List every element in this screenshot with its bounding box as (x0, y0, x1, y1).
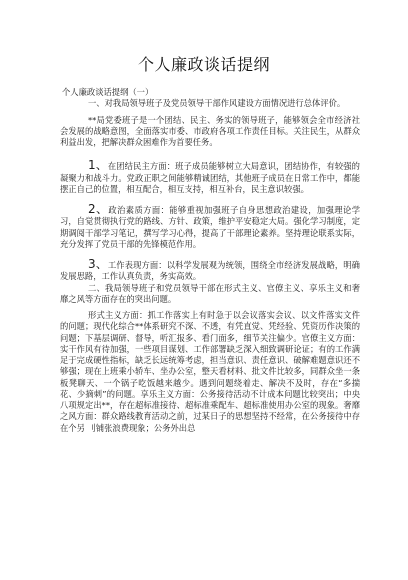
section-one-heading: 一、对我局领导班子及党员领导干部作风建设方面情况进行总体评价。 (88, 98, 346, 109)
document-title: 个人廉政谈话提纲 (137, 55, 270, 74)
item-number-1: 1、 (88, 158, 108, 173)
problems-paragraph: 形式主义方面：抓工作落实上有时急于以会议落实会议、以文件落实文件的问题；现代化综合**体系研究不深、不透，有凭直觉、凭经验、凭资历作决策的问题；下基层调研、督导，听汇报多、看门面多，细节关注偏少。官僚主义方面：实干作风有待加强，一些项目谋划、工作部署缺乏深入细致调研论证；有的工作满足于完成硬性指标，缺乏长远统筹考虑，担当意识、责任意识、破解难题意识还不够强；现在上班乘小轿车、坐办公室，整天看材料、批文件比较多，同群众坐一条板凳聊天、一个锅子吃饭越来越少。遇到问题绕着走、解决不及时，存在“多揣花、少摘刺”的问题。享乐主义方面：公务接待活动不计成本问题比较突出；中央八项规定出**，存在超标准接待、超标准乘配车、超标准使用办公室的现象。奢靡之风方面：群众路线教育活动之前，过某日子的思想坚持不经常，在公务接待中存在个另 刂铺张浪费现象；公务外出总 (60, 310, 360, 433)
item-number-2: 2、 (88, 202, 109, 216)
politics-paragraph (60, 204, 360, 250)
overview-paragraph: **局党委班子是一个团结、民主、务实的领导班子，能够领会全市经济社会发展的战略意图，全面落实市委、市政府各项工作责任目标。关注民生，从群众利益出发，把解决群众困难作为首要任务。 (60, 114, 360, 147)
politics-text: 政治素质方面：能够重视加强班子自身思想政治建设，加强理论学习，自觉贯彻执行党的路线、方针、政策，维护平安稳定大局。强化学习制度，定期调阅干部学习笔记，撰写学习心得，提高了干部理论素养。坚持理论联系实际，充分发挥了党员干部的先锋模范作用。 (60, 205, 360, 249)
performance-paragraph (60, 259, 360, 283)
subtitle: 个人廉政谈话提纲（一） (62, 87, 154, 97)
document-body (60, 87, 360, 434)
performance-text: 工作表现方面：以科学发展观为统领，围绕全市经济发展战略，明确发展思路，工作认真负责，务实高效。 (60, 260, 360, 282)
section-two-heading: 二、我局领导班子和党员领导干部在形式主义、官僚主义、享乐主义和奢靡之风等方面存在的突出问题。 (60, 282, 360, 304)
unity-text: 在团结民主方面：班子成员能够树立大局意识，团结协作，有较强的凝聚力和战斗力。党政正职之间能够精诚团结，其他班子成员在日常工作中，都能摆正自己的位置，相互配合，相互支持，相互补台，民主意识较强。 (60, 161, 360, 194)
item-number-3: 3、 (88, 257, 108, 271)
unity-paragraph (60, 160, 360, 195)
